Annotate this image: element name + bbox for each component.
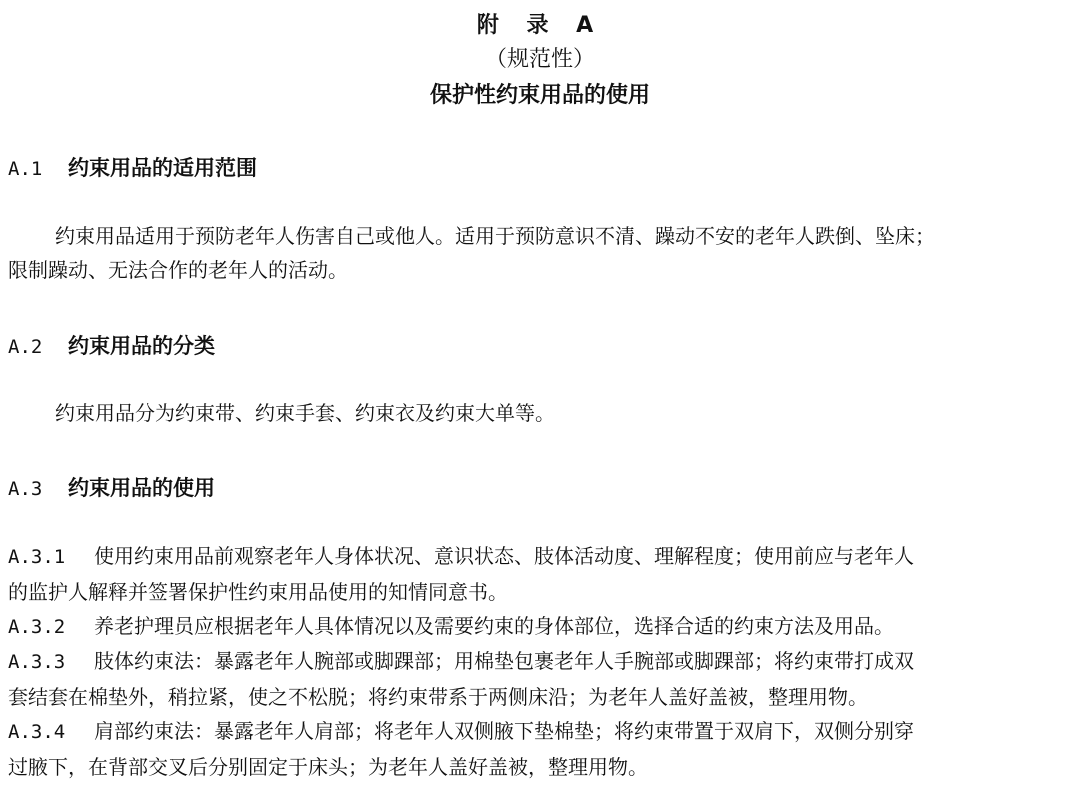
paragraph-line: 约束用品适用于预防老年人伤害自己或他人。适用于预防意识不清、躁动不安的老年人跌倒、坠床； (55, 224, 935, 248)
section-number: A.1 (8, 158, 43, 180)
appendix-label: 附 录 A (476, 13, 604, 38)
clause-text: 养老护理员应根据老年人具体情况以及需要约束的身体部位，选择合适的约束方法及用品。 (94, 614, 894, 638)
section-title: 约束用品的使用 (68, 476, 215, 500)
clause-line: 的监护人解释并签署保护性约束用品使用的知情同意书。 (8, 580, 508, 604)
clause-number: A.3.3 (8, 651, 66, 673)
clause-text: 肢体约束法：暴露老年人腕部或脚踝部；用棉垫包裹老年人手腕部或脚踝部；将约束带打成双 (94, 649, 914, 673)
clause-text: 肩部约束法：暴露老年人肩部；将老年人双侧腋下垫棉垫；将约束带置于双肩下，双侧分别穿 (94, 719, 914, 743)
clause-line (8, 539, 1074, 575)
clause-a3-1 (8, 539, 1074, 610)
section-heading-a1 (8, 152, 257, 182)
appendix-title: 保护性约束用品的使用 (429, 83, 650, 108)
section-number: A.2 (8, 336, 43, 358)
appendix-nature: （规范性） (484, 47, 595, 72)
clause-number: A.3.2 (8, 616, 66, 638)
clause-line (8, 609, 1074, 645)
paragraph-line: 约束用品分为约束带、约束手套、约束衣及约束大单等。 (55, 401, 555, 425)
clause-number: A.3.4 (8, 721, 66, 743)
clause-a3-3 (8, 644, 1074, 715)
clause-text: 使用约束用品前观察老年人身体状况、意识状态、肢体活动度、理解程度；使用前应与老年人 (94, 544, 914, 568)
clause-a3-2 (8, 609, 1074, 645)
section-number: A.3 (8, 478, 43, 500)
clause-a3-4 (8, 714, 1074, 785)
clause-line (8, 714, 1074, 750)
section-title: 约束用品的适用范围 (68, 156, 257, 180)
paragraph-line: 限制躁动、无法合作的老年人的活动。 (8, 258, 348, 282)
section-title: 约束用品的分类 (68, 334, 215, 358)
clause-line (8, 644, 1074, 680)
section-heading-a2 (8, 330, 215, 360)
clause-line: 过腋下，在背部交叉后分别固定于床头；为老年人盖好盖被，整理用物。 (8, 755, 648, 779)
section-heading-a3 (8, 472, 215, 502)
clause-line: 套结套在棉垫外，稍拉紧，使之不松脱；将约束带系于两侧床沿；为老年人盖好盖被，整理用物。 (8, 685, 868, 709)
section-a2-body (8, 396, 1074, 430)
section-a1-body (8, 219, 1074, 287)
clause-number: A.3.1 (8, 546, 66, 568)
